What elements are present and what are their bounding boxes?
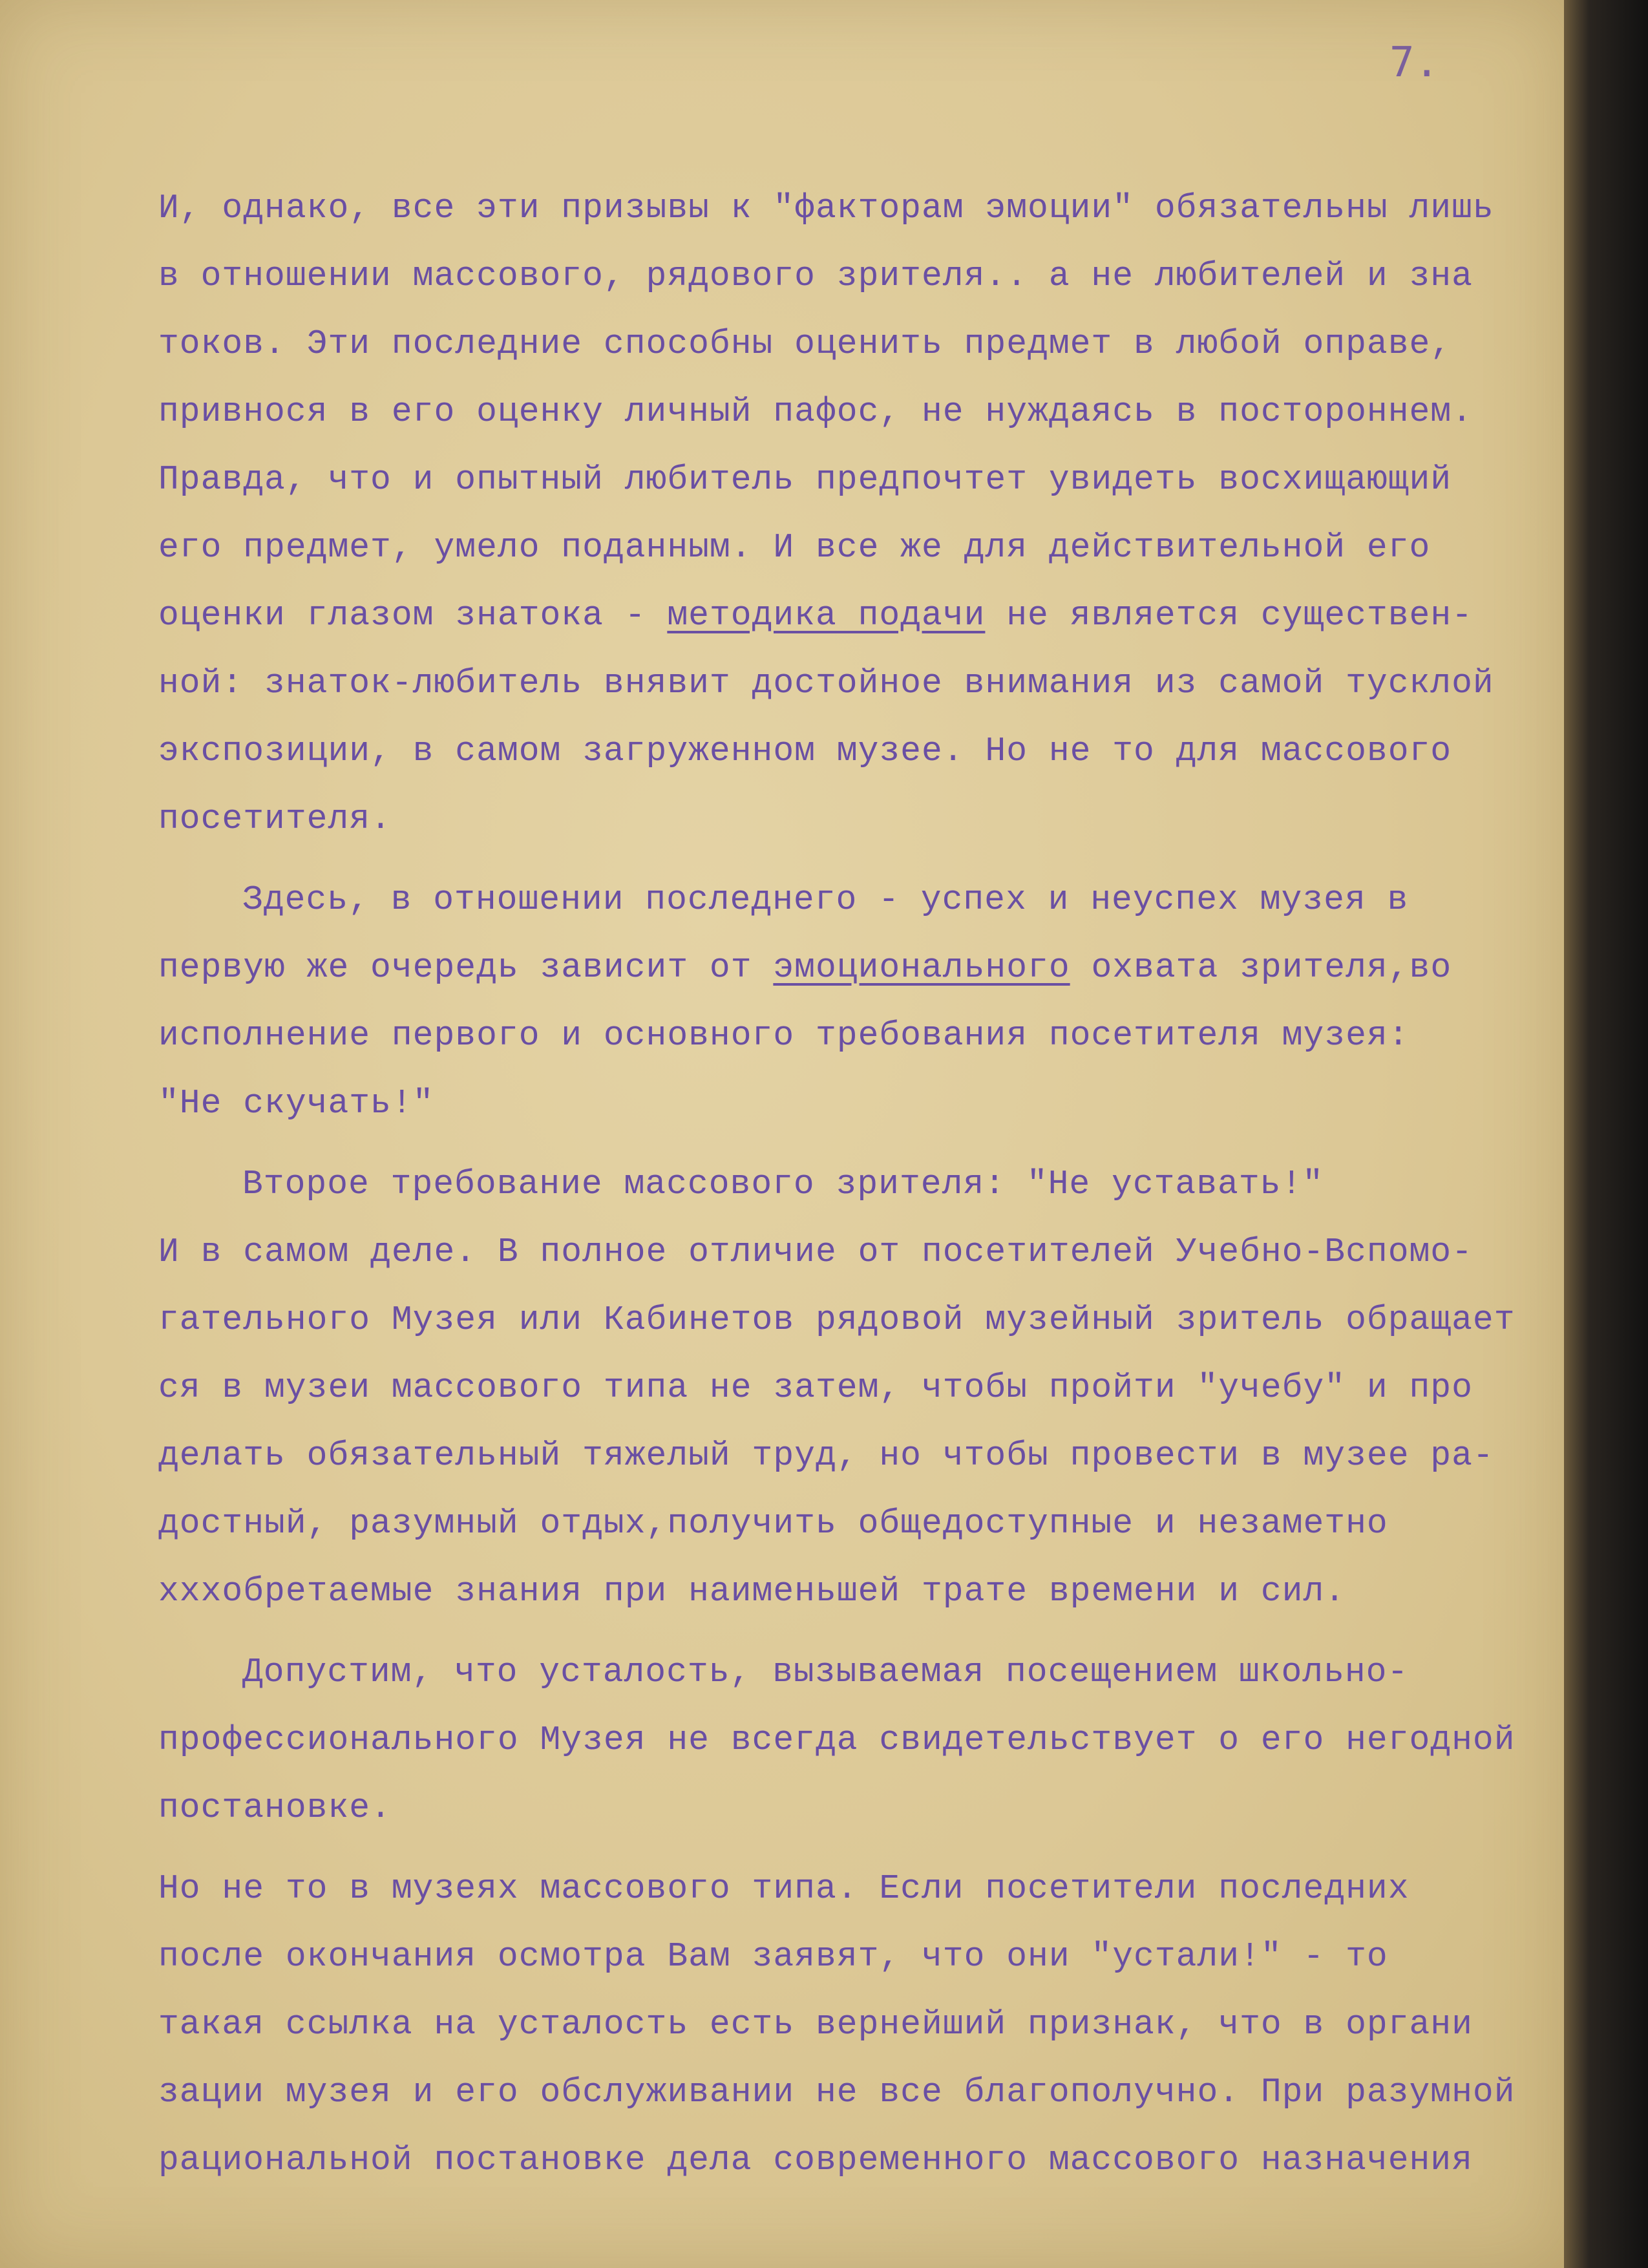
text-line: ной: знаток-любитель внявит достойное внимания из самой тусклой — [158, 664, 1494, 703]
text-segment: охвата зрителя,во — [1070, 948, 1452, 987]
text-segment: не является существен- — [985, 596, 1473, 635]
text-line: токов. Эти последние способны оценить предмет в любой оправе, — [158, 324, 1452, 363]
text-line: экспозиции, в самом загруженном музее. Но не то для массового — [158, 732, 1452, 770]
text-line: профессионального Музея не всегда свидетельствует о его негодной — [158, 1721, 1516, 1759]
text-line — [158, 582, 1528, 650]
text-line: после окончания осмотра Вам заявят, что они "устали!" - то — [158, 1937, 1388, 1976]
text-line: исполнение первого и основного требования посетителя музея: — [158, 1016, 1410, 1055]
text-line: "Не скучать!" — [158, 1084, 434, 1123]
text-line: посетителя. — [158, 800, 392, 838]
text-line: в отношении массового, рядового зрителя.. а не любителей и зна — [158, 257, 1473, 295]
text-line: Правда, что и опытный любитель предпочтет увидеть восхищающий — [158, 460, 1452, 499]
text-line: зации музея и его обслуживании не все благополучно. При разумной — [158, 2073, 1516, 2112]
text-line: рациональной постановке дела современного массового назначения — [158, 2141, 1473, 2179]
text-line: такая ссылка на усталость есть вернейший признак, что в органи — [158, 2005, 1473, 2044]
text-line: Здесь, в отношении последнего - успех и неуспех музея в — [242, 880, 1409, 919]
text-segment: оценки глазом знатока - — [158, 596, 668, 635]
text-line: Допустим, что усталость, вызываемая посещением школьно- — [242, 1653, 1409, 1691]
text-line: делать обязательный тяжелый труд, но чтобы провести в музее ра- — [158, 1436, 1494, 1475]
text-line: И, однако, все эти призывы к "факторам эмоции" обязательны лишь — [158, 189, 1494, 228]
text-line: Второе требование массового зрителя: "Не уставать!" — [242, 1165, 1324, 1203]
text-segment: первую же очередь зависит от — [158, 948, 774, 987]
underlined-phrase: методика подачи — [667, 596, 986, 635]
text-line: постановке. — [158, 1788, 392, 1827]
text-line — [158, 934, 1528, 1002]
typed-text — [158, 175, 1528, 2194]
page-edge — [1564, 0, 1648, 2268]
text-line: привнося в его оценку личный пафос, не нуждаясь в постороннем. — [158, 392, 1473, 431]
text-line: его предмет, умело поданным. И все же для действительной его — [158, 528, 1431, 567]
text-line: И в самом деле. В полное отличие от посетителей Учебно-Вспомо- — [158, 1233, 1473, 1271]
text-line: гательного Музея или Кабинетов рядовой музейный зритель обращает — [158, 1300, 1516, 1339]
text-line: ся в музеи массового типа не затем, чтобы пройти "учебу" и про — [158, 1368, 1473, 1407]
underlined-phrase: эмоционального — [773, 948, 1070, 987]
text-line: Но не то в музеях массового типа. Если посетители последних — [158, 1869, 1410, 1908]
text-line: достный, разумный отдых,получить общедоступные и незаметно — [158, 1504, 1388, 1543]
page-number: 7. — [1389, 39, 1440, 87]
text-line: xxxобретаемые знания при наименьшей трате времени и сил. — [158, 1572, 1346, 1611]
